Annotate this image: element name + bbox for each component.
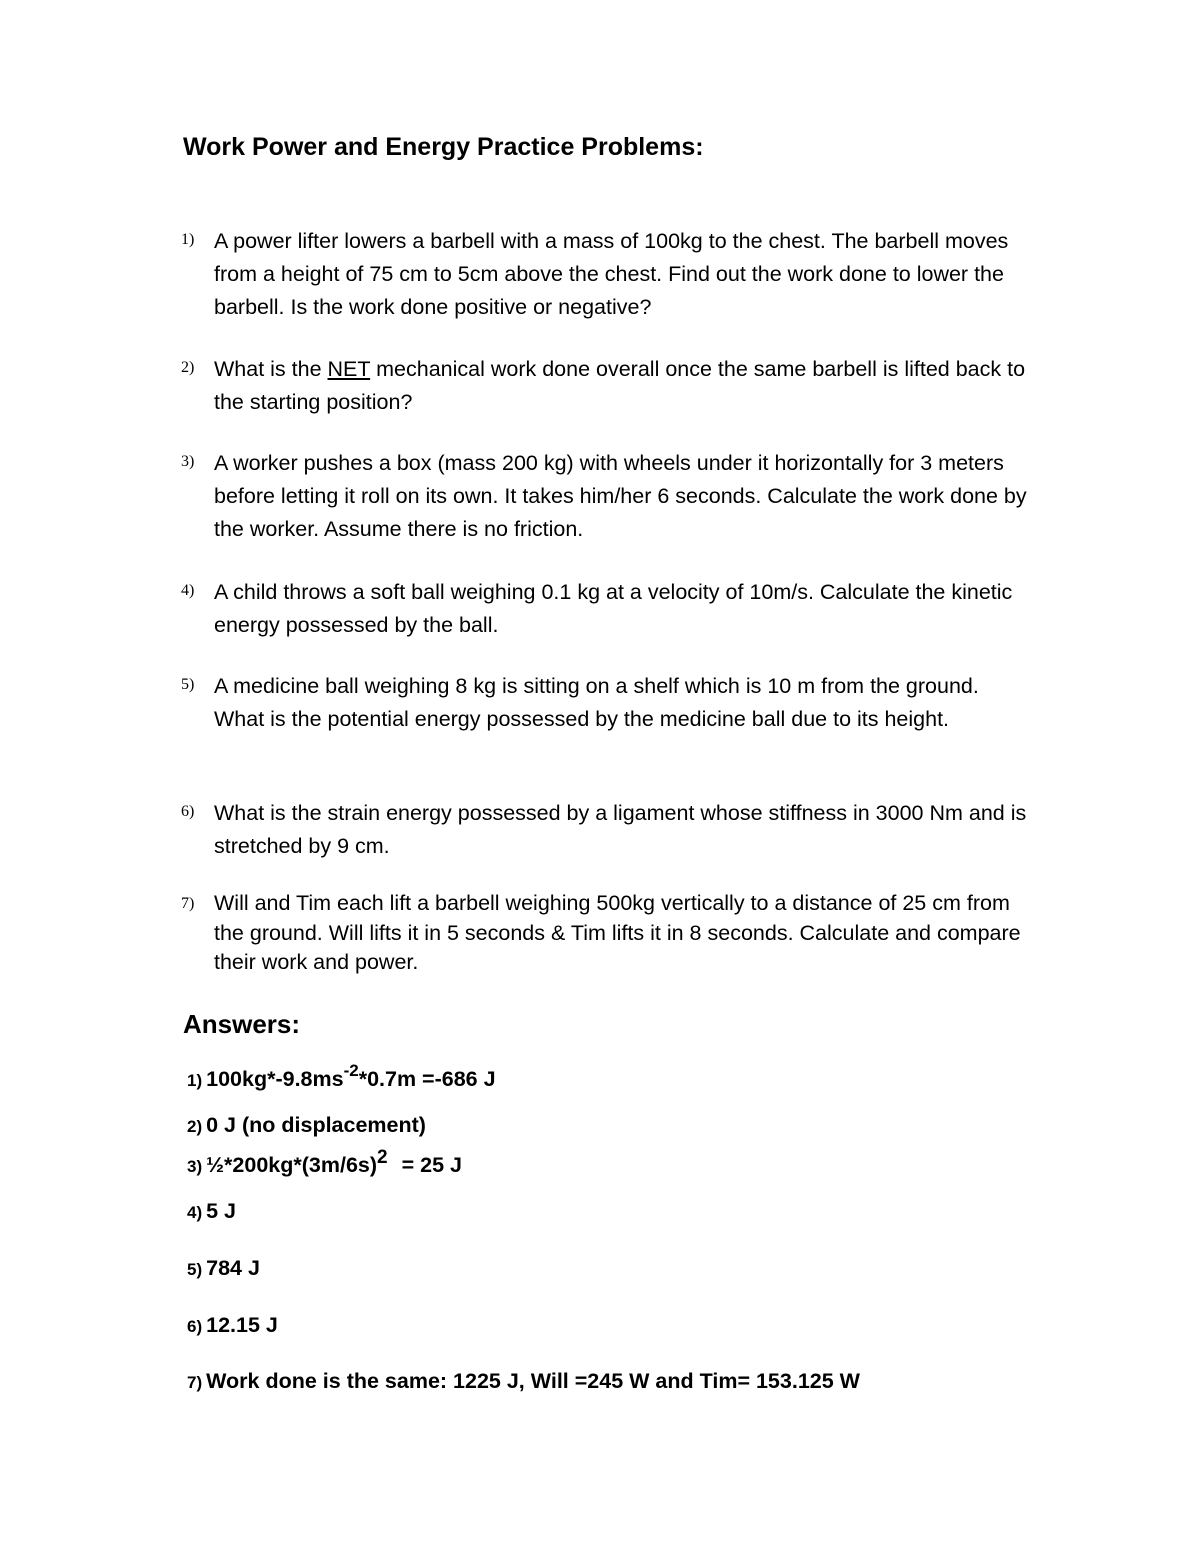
answer-number: 1) <box>187 1071 203 1090</box>
answer-2 <box>187 1115 426 1137</box>
answer-number: 7) <box>187 1373 203 1392</box>
page-title: Work Power and Energy Practice Problems: <box>183 133 704 161</box>
answer-text: 100kg*-9.8ms <box>206 1067 344 1091</box>
question-text: What is the strain energy possessed by a ligament whose stiffness in 3000 Nm and is stretched by 9 cm. <box>214 801 1027 858</box>
question-text: A medicine ball weighing 8 kg is sitting on a shelf which is 10 m from the ground. What is the potential energy possessed by the medicine ball due to its height. <box>214 674 979 731</box>
answer-text-post: = 25 J <box>401 1153 462 1177</box>
answer-4 <box>187 1201 236 1223</box>
answer-number: 6) <box>187 1317 203 1336</box>
answer-7 <box>187 1371 860 1393</box>
answer-number: 4) <box>187 1203 203 1222</box>
question-5 <box>181 670 1031 736</box>
answer-text-post: *0.7m =-686 J <box>358 1067 496 1091</box>
question-number: 2) <box>181 359 195 376</box>
question-text-after: mechanical work done overall once the same barbell is lifted back to the starting position? <box>214 357 1026 414</box>
question-number: 6) <box>181 803 195 820</box>
superscript: 2 <box>377 1147 388 1168</box>
question-number: 3) <box>181 453 195 470</box>
answer-3 <box>187 1147 462 1177</box>
question-number: 1) <box>181 231 195 248</box>
answer-1 <box>187 1061 496 1091</box>
question-text: A power lifter lowers a barbell with a mass of 100kg to the chest. The barbell moves from a height of 75 cm to 5cm above the chest. Find out the work done to lower the barbell. Is the work done positive or negative? <box>214 229 1009 319</box>
answer-5 <box>187 1258 260 1280</box>
answer-text: 784 J <box>206 1256 260 1280</box>
answer-text: 5 J <box>206 1199 237 1223</box>
question-3 <box>181 447 1031 546</box>
question-number: 4) <box>181 582 195 599</box>
question-7 <box>181 889 1031 978</box>
answer-text: ½*200kg*(3m/6s) <box>206 1153 378 1177</box>
question-4 <box>181 576 1031 642</box>
question-text: A child throws a soft ball weighing 0.1 kg at a velocity of 10m/s. Calculate the kinetic energy possessed by the ball. <box>214 580 1013 637</box>
answer-number: 2) <box>187 1117 203 1136</box>
answer-text: Work done is the same: 1225 J, Will =245 W and Tim= 153.125 W <box>206 1369 860 1393</box>
question-6 <box>181 797 1031 863</box>
answer-6 <box>187 1315 278 1337</box>
question-1 <box>181 225 1031 324</box>
answer-text: 0 J (no displacement) <box>206 1113 426 1137</box>
question-number: 7) <box>181 895 195 912</box>
underlined-net: NET <box>327 357 371 381</box>
answer-number: 5) <box>187 1260 203 1279</box>
question-2 <box>181 353 1031 419</box>
question-number: 5) <box>181 676 195 693</box>
answers-heading: Answers: <box>183 1009 301 1039</box>
question-text: A worker pushes a box (mass 200 kg) with wheels under it horizontally for 3 meters before letting it roll on its own. It takes him/her 6 seconds. Calculate the work done by the worker. Assume there is no friction. <box>214 451 1027 541</box>
question-text-before: What is the <box>214 357 328 381</box>
answer-text: 12.15 J <box>206 1313 278 1337</box>
question-text: Will and Tim each lift a barbell weighing 500kg vertically to a distance of 25 cm from the ground. Will lifts it in 5 seconds & Tim lifts it in 8 seconds. Calculate and compare their work and power. <box>214 891 1021 974</box>
answer-number: 3) <box>187 1157 203 1176</box>
question-text <box>214 353 1031 419</box>
superscript: -2 <box>343 1061 359 1080</box>
